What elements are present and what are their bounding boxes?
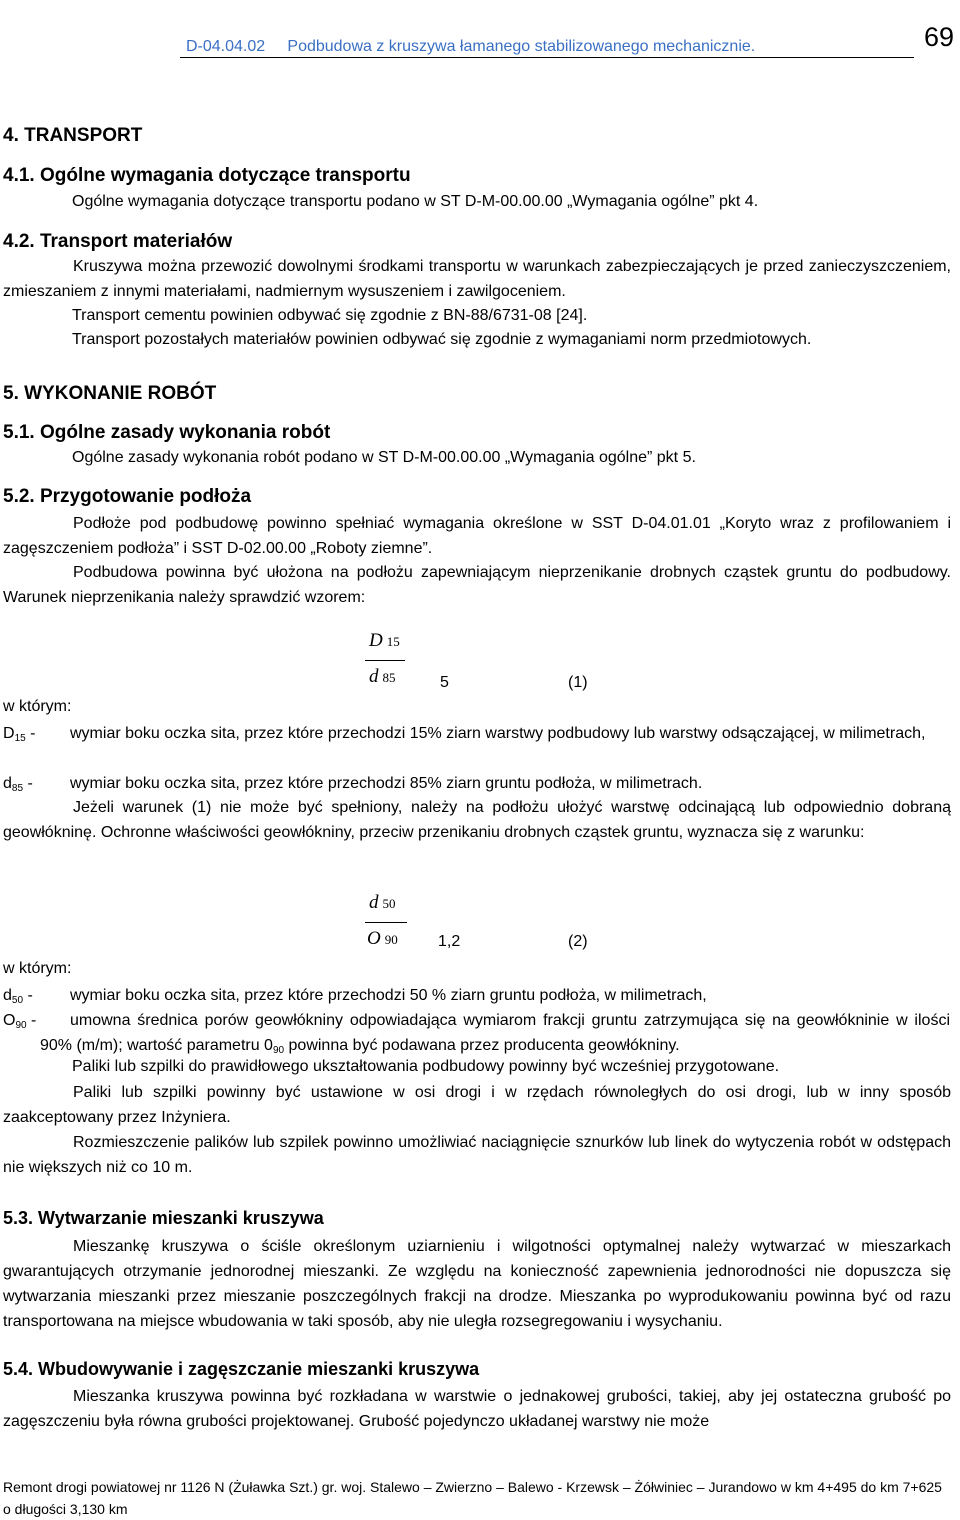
paragraph-4-2-2: Transport cementu powinien odbywać się zgodnie z BN-88/6731-08 [24]. bbox=[72, 307, 588, 324]
paragraph-5-2-2: Podbudowa powinna być ułożona na podłożu zapewniającym nieprzenikanie drobnych cząstek gruntu do podbudowy. Warunek nieprzenikania należy sprawdzić wzorem: bbox=[3, 564, 951, 606]
paragraph-5-2-4: Paliki lub szpilki do prawidłowego ukształtowania podbudowy powinny być wcześniej przygotowane. bbox=[72, 1058, 780, 1075]
formula-1-numerator: D 15 bbox=[369, 630, 400, 651]
fraction-bar bbox=[365, 660, 405, 661]
paragraph-5-3-1: Mieszankę kruszywa o ściśle określonym uziarnieniu i wilgotności optymalnej należy wytwarzać w mieszarkach gwarantujących otrzymanie jednorodnej mieszanki. Ze względu na konieczność zapewnienia jednorodności nie dopuszcza się wytwarzania mieszanki przez mieszanie poszczególnych frakcji na drodze. Mieszanka po wyprodukowaniu powinna być od razu transportowana na miejsce wbudowania w taki sposób, aby nie uległa rozsegregowaniu i wysychaniu. bbox=[3, 1238, 951, 1330]
paragraph-5-4-1: Mieszanka kruszywa powinna być rozkładana w warstwie o jednakowej grubości, takiej, aby jej ostateczna grubość po zagęszczeniu była równa grubości projektowanej. Grubość pojedynczo układanej warstwy nie może bbox=[3, 1388, 951, 1430]
symbol-d85: $d_{85}$ - bbox=[3, 775, 33, 794]
heading-4-2: 4.2. Transport materiałów bbox=[3, 231, 233, 252]
heading-transport: 4. TRANSPORT bbox=[3, 125, 143, 146]
formula-2-value: 1,2 bbox=[438, 933, 461, 950]
definition-O90 bbox=[0, 1008, 960, 1058]
heading-5-2: 5.2. Przygotowanie podłoża bbox=[3, 486, 252, 507]
formula-1-denominator: d 85 bbox=[369, 666, 396, 687]
paragraph-4-1: Ogólne wymagania dotyczące transportu podano w ST D-M-00.00.00 „Wymagania ogólne” pkt 4. bbox=[72, 193, 759, 210]
page-footer: Remont drogi powiatowej nr 1126 N (Żuławka Szt.) gr. woj. Stalewo – Zwierzno – Balewo - Krzewsk – Żółwiniec – Jurandowo w km 4+495 do km 7+625 o długości 3,130 km bbox=[3, 1479, 942, 1517]
heading-5-1: 5.1. Ogólne zasady wykonania robót bbox=[3, 422, 331, 443]
header-rule bbox=[180, 57, 914, 58]
definition-d85-text: wymiar boku oczka sita, przez które przechodzi 85% ziarn gruntu podłoża, w milimetrach. bbox=[70, 775, 703, 792]
formula-2-numerator: d 50 bbox=[369, 892, 396, 913]
page-header bbox=[0, 22, 960, 70]
heading-5-3: 5.3. Wytwarzanie mieszanki kruszywa bbox=[3, 1208, 324, 1228]
definition-D15 bbox=[0, 721, 960, 771]
paragraph-4-2-3: Transport pozostałych materiałów powinien odbywać się zgodnie z wymaganiami norm przedmiotowych. bbox=[72, 331, 812, 348]
paragraph-5-2-3: Jeżeli warunek (1) nie może być spełniony, należy na podłożu ułożyć warstwę odcinającą lub odpowiednio dobraną geowłókninę. Ochronne właściwości geowłókniny, przeciw przenikaniu drobnych cząstek gruntu, wyznacza się z warunku: bbox=[3, 799, 951, 841]
definition-O90-text: umowna średnica porów geowłókniny odpowiadająca wymiarom frakcji gruntu zatrzymująca się na geowłókninie w ilości 90% (m/m); wartość parametru $0_{90}$ powinna być podawana przez producenta geowłókniny. bbox=[40, 1012, 950, 1056]
where-label-2: w którym: bbox=[3, 960, 72, 977]
document-title: D-04.04.02 Podbudowa z kruszywa łamanego stabilizowanego mechanicznie. bbox=[186, 38, 756, 55]
where-label-1: w którym: bbox=[3, 698, 72, 715]
heading-wykonanie: 5. WYKONANIE ROBÓT bbox=[3, 383, 217, 404]
fraction-bar bbox=[365, 922, 407, 923]
symbol-D15: $D_{15}$ - bbox=[3, 725, 36, 744]
formula-1 bbox=[360, 628, 620, 698]
formula-1-number: (1) bbox=[568, 674, 588, 691]
definition-d50 bbox=[0, 983, 960, 1008]
heading-5-4: 5.4. Wbudowywanie i zagęszczanie mieszanki kruszywa bbox=[3, 1359, 480, 1379]
formula-2 bbox=[360, 890, 620, 960]
definition-d85 bbox=[0, 771, 960, 796]
formula-1-value: 5 bbox=[440, 674, 449, 691]
heading-4-1: 4.1. Ogólne wymagania dotyczące transportu bbox=[3, 165, 411, 186]
paragraph-5-2-1: Podłoże pod podbudowę powinno spełniać wymagania określone w SST D-04.01.01 „Koryto wraz z profilowaniem i zagęszczeniem podłoża” i SST D-02.00.00 „Roboty ziemne”. bbox=[3, 515, 951, 557]
formula-2-denominator: O 90 bbox=[367, 928, 398, 949]
symbol-O90: $O_{90}$ - bbox=[3, 1012, 37, 1031]
paragraph-5-2-6: Rozmieszczenie palików lub szpilek powinno umożliwiać naciągnięcie sznurków lub linek do wytyczenia robót w odstępach nie większych niż co 10 m. bbox=[3, 1134, 951, 1176]
paragraph-5-2-5: Paliki lub szpilki powinny być ustawione w osi drogi i w rzędach równoległych do osi drogi, lub w inny sposób zaakceptowany przez Inżyniera. bbox=[3, 1084, 951, 1126]
symbol-d50: $d_{50}$ - bbox=[3, 987, 33, 1006]
definition-d50-text: wymiar boku oczka sita, przez które przechodzi 50 % ziarn gruntu podłoża, w milimetrach, bbox=[70, 987, 707, 1004]
paragraph-5-1: Ogólne zasady wykonania robót podano w ST D-M-00.00.00 „Wymagania ogólne” pkt 5. bbox=[72, 449, 696, 466]
formula-2-number: (2) bbox=[568, 933, 588, 950]
page-number: 69 bbox=[923, 22, 954, 52]
definition-D15-text: wymiar boku oczka sita, przez które przechodzi 15% ziarn warstwy podbudowy lub warstwy odsączającej, w milimetrach, bbox=[70, 725, 926, 742]
paragraph-4-2-1: Kruszywa można przewozić dowolnymi środkami transportu w warunkach zabezpieczających je przed zanieczyszczeniem, zmieszaniem z innymi materiałami, nadmiernym wysuszeniem i zawilgoceniem. bbox=[3, 258, 951, 300]
